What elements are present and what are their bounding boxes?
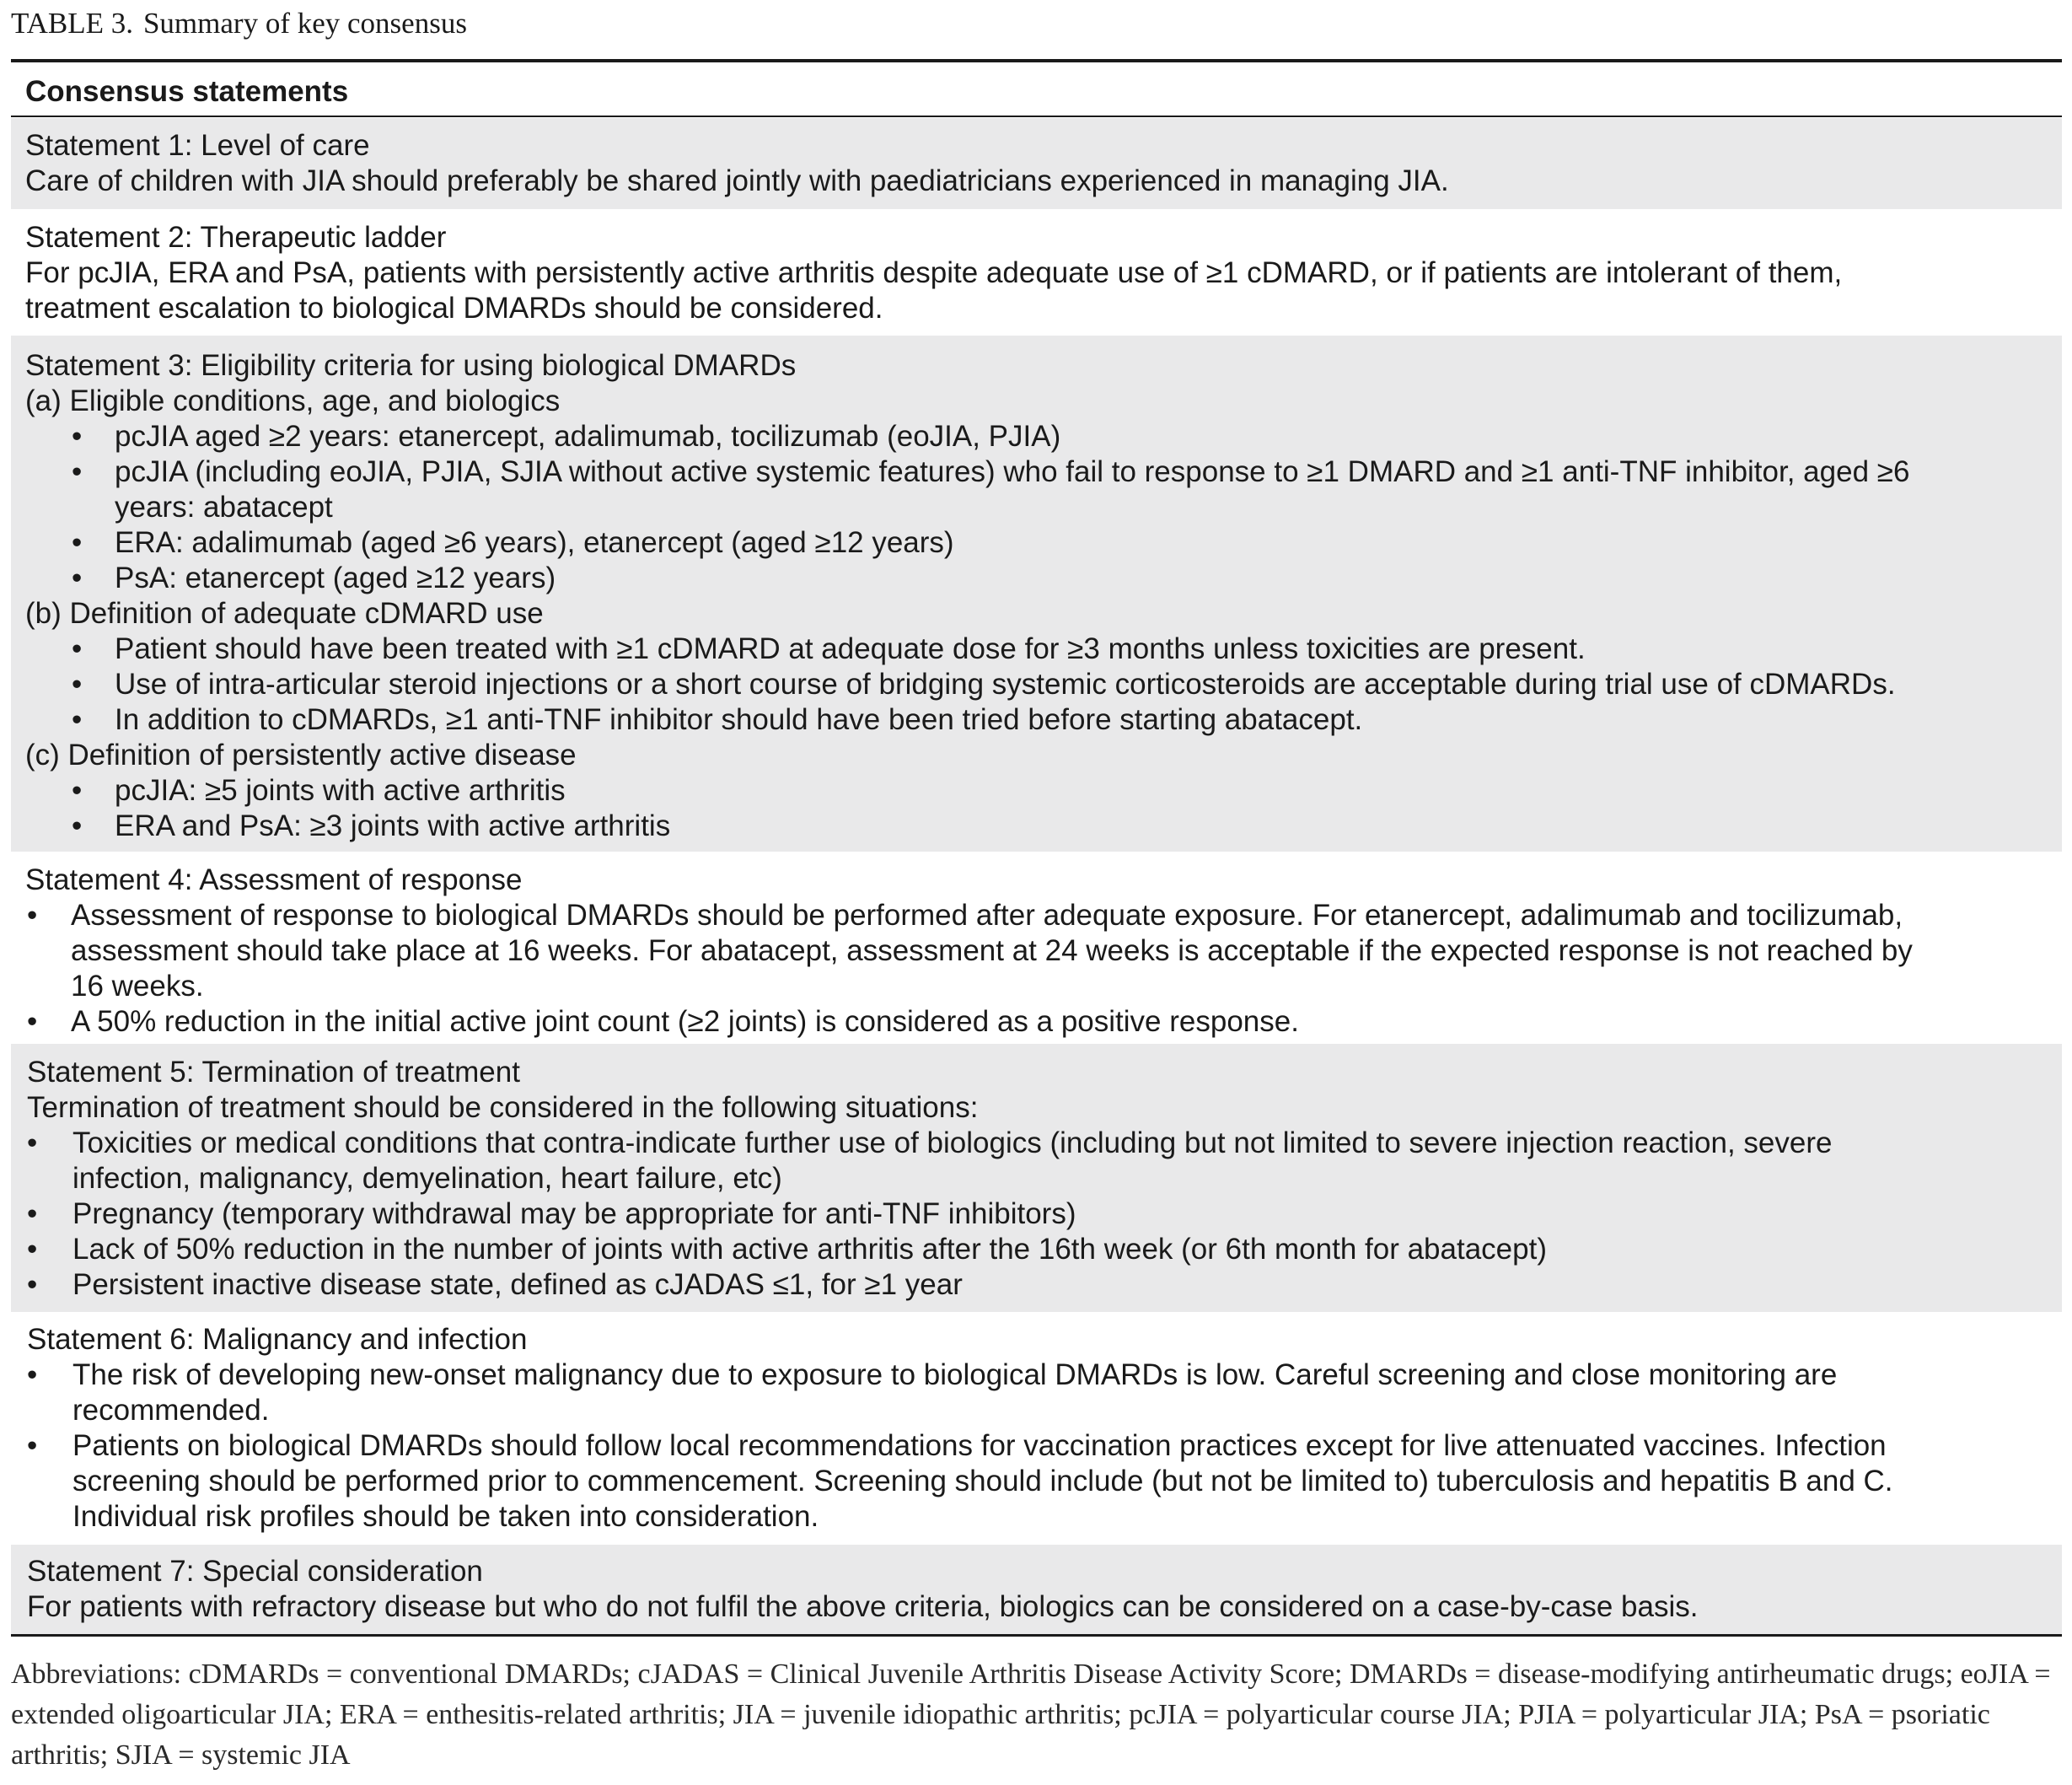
- bullet: •: [27, 899, 38, 932]
- list-item: The risk of developing new-onset malignancy due to exposure to biological DMARDs is low. Careful screening and close monitoring are: [72, 1358, 1838, 1391]
- bullet: •: [27, 1126, 38, 1159]
- list-item-continued: recommended.: [72, 1394, 270, 1427]
- statement-heading: Statement 2: Therapeutic ladder: [25, 221, 447, 254]
- bullet: •: [27, 1233, 38, 1266]
- statement-heading: Statement 4: Assessment of response: [25, 863, 523, 896]
- statement-text: Care of children with JIA should preferably be shared jointly with paediatricians experienced in managing JIA.: [25, 164, 1449, 197]
- statement-text: For pcJIA, ERA and PsA, patients with persistently active arthritis despite adequate use of ≥1 cDMARD, or if patients are intolerant of them,: [25, 256, 1843, 289]
- list-item: Patient should have been treated with ≥1 cDMARD at adequate dose for ≥3 months unless toxicities are present.: [115, 632, 1586, 665]
- bullet: •: [72, 632, 83, 665]
- list-item: A 50% reduction in the initial active joint count (≥2 joints) is considered as a positive response.: [71, 1005, 1299, 1038]
- list-item-continued: Individual risk profiles should be taken into consideration.: [72, 1500, 819, 1533]
- bullet: •: [27, 1429, 38, 1462]
- subsection-b: (b) Definition of adequate cDMARD use: [25, 597, 544, 630]
- statement-heading: Statement 5: Termination of treatment: [27, 1056, 520, 1089]
- bullet: •: [72, 526, 83, 559]
- bullet: •: [72, 420, 83, 453]
- list-item: Pregnancy (temporary withdrawal may be appropriate for anti-TNF inhibitors): [72, 1197, 1076, 1230]
- bullet: •: [72, 455, 83, 488]
- statement-heading: Statement 3: Eligibility criteria for using biological DMARDs: [25, 349, 797, 382]
- list-item: ERA and PsA: ≥3 joints with active arthritis: [115, 809, 671, 842]
- list-item-continued: 16 weeks.: [71, 970, 204, 1003]
- statement-heading: Statement 7: Special consideration: [27, 1555, 483, 1588]
- list-item-continued: screening should be performed prior to commencement. Screening should include (but not be limited to) tuberculosis and hepatitis B and C.: [72, 1465, 1893, 1497]
- subsection-a: (a) Eligible conditions, age, and biologics: [25, 384, 561, 417]
- table-label: TABLE 3.: [11, 7, 133, 40]
- list-item: Use of intra-articular steroid injections or a short course of bridging systemic corticosteroids are acceptable during trial use of cDMARDs.: [115, 668, 1896, 701]
- list-item: Toxicities or medical conditions that contra-indicate further use of biologics (including but not limited to severe injection reaction, severe: [72, 1126, 1833, 1159]
- list-item-continued: assessment should take place at 16 weeks. For abatacept, assessment at 24 weeks is acceptable if the expected response is not reached by: [71, 934, 1913, 967]
- statement-heading: Statement 1: Level of care: [25, 129, 370, 162]
- subsection-c: (c) Definition of persistently active disease: [25, 739, 577, 772]
- list-item: Lack of 50% reduction in the number of joints with active arthritis after the 16th week (or 6th month for abatacept): [72, 1233, 1547, 1266]
- bullet: •: [27, 1005, 38, 1038]
- bullet: •: [72, 562, 83, 594]
- list-item: ERA: adalimumab (aged ≥6 years), etanercept (aged ≥12 years): [115, 526, 954, 559]
- list-item: pcJIA (including eoJIA, PJIA, SJIA without active systemic features) who fail to response to ≥1 DMARD and ≥1 anti-TNF inhibitor, aged ≥6: [115, 455, 1910, 488]
- list-item: Persistent inactive disease state, defined as cJADAS ≤1, for ≥1 year: [72, 1268, 963, 1301]
- bullet: •: [72, 668, 83, 701]
- list-item: Assessment of response to biological DMARDs should be performed after adequate exposure. For etanercept, adalimumab and tocilizumab,: [71, 899, 1903, 932]
- table-title: [11, 7, 467, 40]
- bullet: •: [27, 1197, 38, 1230]
- statement-text: For patients with refractory disease but who do not fulfil the above criteria, biologics can be considered on a case-by-case basis.: [27, 1590, 1699, 1623]
- list-item: In addition to cDMARDs, ≥1 anti-TNF inhibitor should have been tried before starting abatacept.: [115, 703, 1363, 736]
- statement-intro: Termination of treatment should be considered in the following situations:: [27, 1091, 979, 1124]
- statement-heading: Statement 6: Malignancy and infection: [27, 1323, 528, 1356]
- list-item-continued: years: abatacept: [115, 491, 333, 524]
- bullet: •: [72, 703, 83, 736]
- bullet: •: [72, 774, 83, 807]
- abbreviations-footnote: Abbreviations: cDMARDs = conventional DMARDs; cJADAS = Clinical Juvenile Arthritis Disease Activity Score; DMARDs = disease-modifying antirheumatic drugs; eoJIA = extended oligoarticular JIA; ERA = enthesitis-related arthritis; JIA = juvenile idiopathic arthritis; pcJIA = polyarticular course JIA; PJIA = polyarticular JIA; PsA = psoriatic arthritis; SJIA = systemic JIA: [11, 1659, 2051, 1771]
- bullet: •: [27, 1358, 38, 1391]
- table-caption: Summary of key consensus: [142, 7, 467, 40]
- header-rule: [11, 116, 2062, 117]
- statement-text: treatment escalation to biological DMARDs should be considered.: [25, 292, 883, 325]
- list-item: pcJIA: ≥5 joints with active arthritis: [115, 774, 566, 807]
- list-item: Patients on biological DMARDs should follow local recommendations for vaccination practices except for live attenuated vaccines. Infection: [72, 1429, 1887, 1462]
- bullet: •: [72, 809, 83, 842]
- column-header: Consensus statements: [25, 75, 349, 108]
- list-item: PsA: etanercept (aged ≥12 years): [115, 562, 556, 594]
- list-item: pcJIA aged ≥2 years: etanercept, adalimumab, tocilizumab (eoJIA, PJIA): [115, 420, 1061, 453]
- bullet: •: [27, 1268, 38, 1301]
- bottom-rule: [11, 1634, 2062, 1637]
- list-item-continued: infection, malignancy, demyelination, heart failure, etc): [72, 1162, 782, 1195]
- top-rule: [11, 59, 2062, 62]
